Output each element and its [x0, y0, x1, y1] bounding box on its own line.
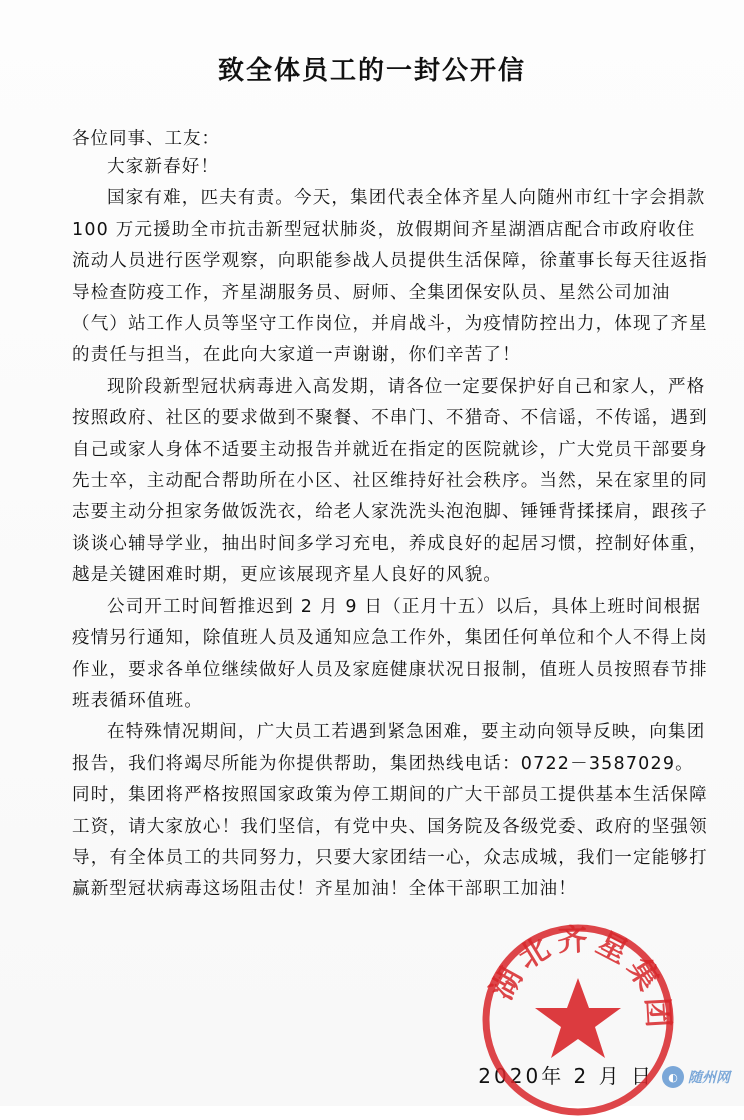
paragraph-2: 现阶段新型冠状病毒进入高发期，请各位一定要保护好自己和家人，严格按照政府、社区的要求做到不聚餐、不串门、不猎奇、不信谣，不传谣，遇到自己或家人身体不适要主动报告并就近在指定的医院就诊，广大党员干部要身先士卒，主动配合帮助所在小区、社区维持好社会秩序。当然，呆在家里的同志要主动分担家务做饭洗衣，给老人家洗洗头泡泡脚、锤锤背揉揉肩，跟孩子谈谈心辅导学业，抽出时间多学习充电，养成良好的起居习惯，控制好体重，越是关键困难时期，更应该展现齐星人良好的风貌。: [72, 376, 708, 586]
letter-date: 2020年 2 月 日: [478, 1064, 654, 1088]
letter-body: [72, 152, 712, 906]
paragraph-1: 国家有难，匹夫有责。今天，集团代表全体齐星人向随州市红十字会捐款 100 万元援助全市抗击新型冠状肺炎，放假期间齐星湖酒店配合市政府收住流动人员进行医学观察，向职能参战人员提供生活保障，徐董事长每天往返指导检查防疫工作，齐星湖服务员、厨师、全集团保安队员、星然公司加油（气）站工作人员等坚守工作岗位，并肩战斗，为疫情防控出力，体现了齐星的责任与担当，在此向大家道一声谢谢，你们辛苦了！: [72, 188, 708, 366]
company-seal-stamp: [478, 920, 678, 1120]
paragraph-3: 公司开工时间暂推迟到 2 月 9 日（正月十五）以后，具体上班时间根据疫情另行通知，除值班人员及通知应急工作外，集团任何单位和个人不得上岗作业，要求各单位继续做好人员及家庭健康状况日报制，值班人员按照春节排班表循环值班。: [72, 596, 708, 711]
site-watermark: [662, 1066, 730, 1088]
salutation: 各位同事、工友：: [72, 129, 220, 149]
letter-title: 致全体员工的一封公开信: [217, 56, 526, 86]
greeting-line: 大家新春好！: [107, 157, 220, 177]
watermark-logo-icon: ◐: [662, 1066, 684, 1088]
svg-text:湖北齐星集团: 湖北齐星集团: [484, 922, 676, 1035]
watermark-text: 随州网: [688, 1070, 730, 1086]
paragraph-4: 在特殊情况期间，广大员工若遇到紧急困难，要主动向领导反映，向集团报告，我们将竭尽所能为你提供帮助，集团热线电话：0722－3587029。同时，集团将严格按照国家政策为停工期间的广大干部员工提供基本生活保障工资，请大家放心！我们坚信，有党中央、国务院及各级党委、政府的坚强领导，有全体员工的共同努力，只要大家团结一心，众志成城，我们一定能够打赢新型冠状病毒这场阻击仗！齐星加油！全体干部职工加油！: [72, 722, 708, 900]
